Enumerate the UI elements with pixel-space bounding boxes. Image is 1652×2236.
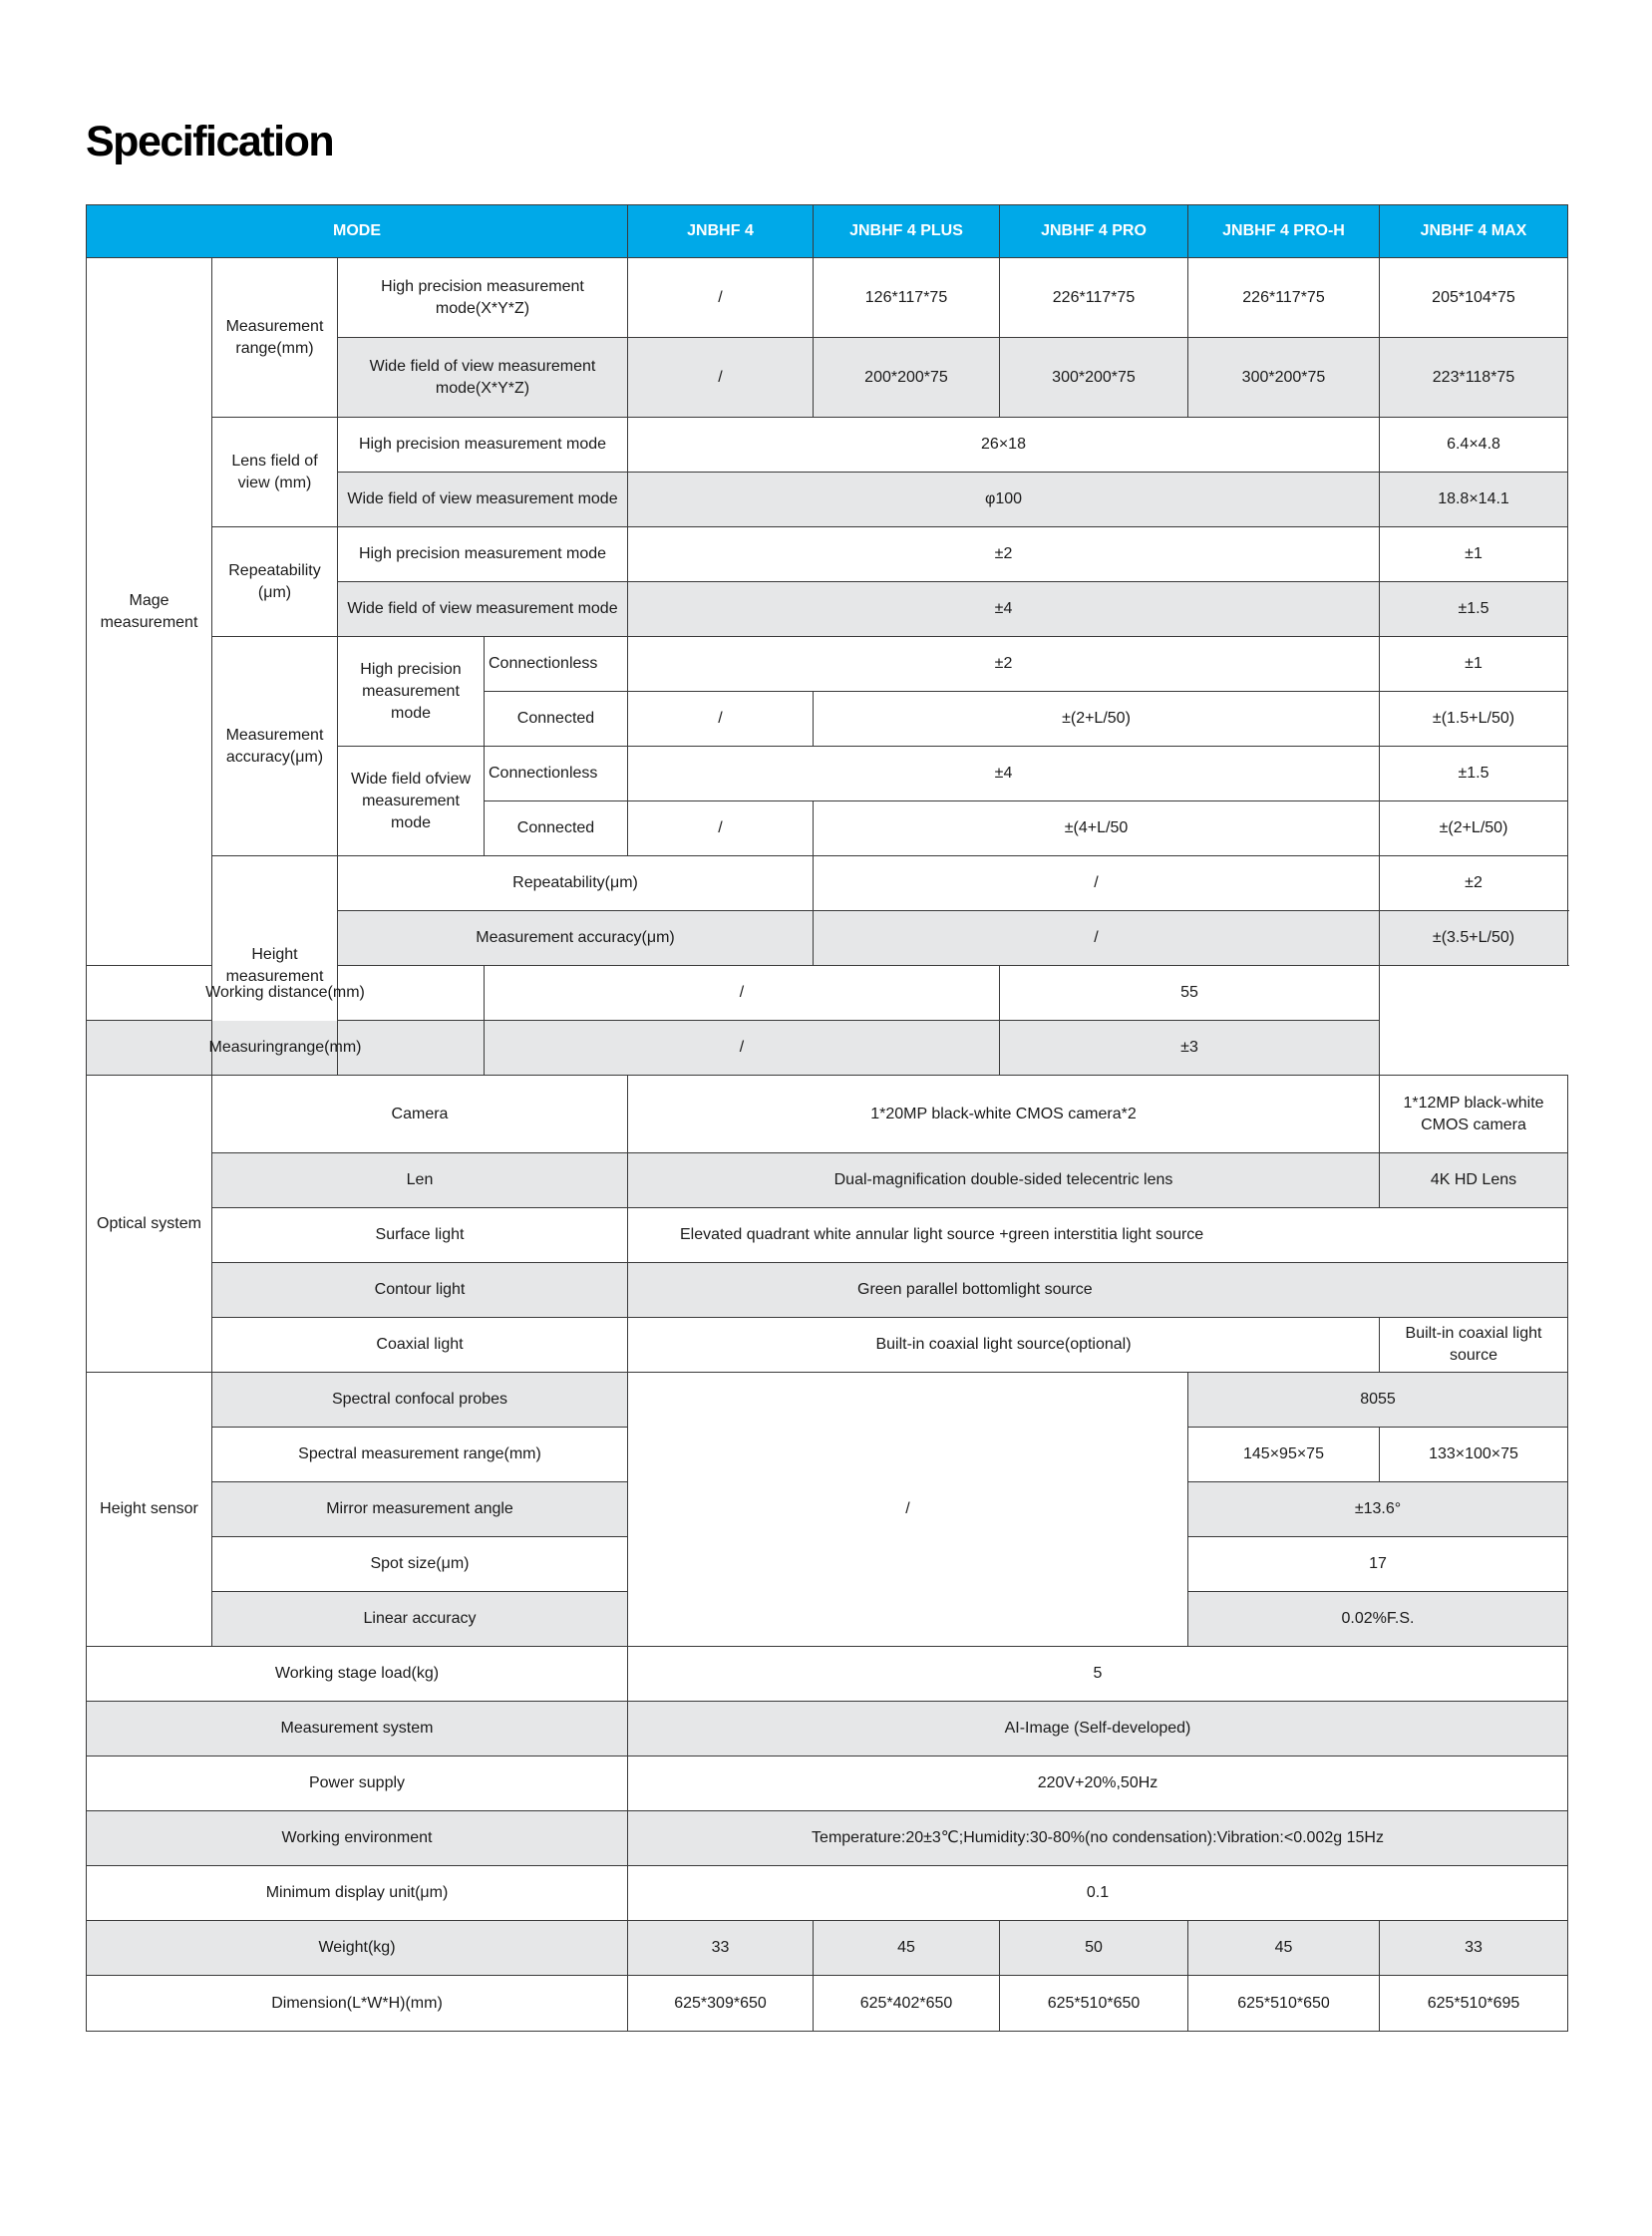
cell: ±13.6° [1188, 1482, 1568, 1537]
group-label: Optical system [87, 1076, 212, 1373]
group-label: Height sensor [87, 1373, 212, 1647]
cell: ±4 [628, 747, 1380, 801]
cell: ±(3.5+L/50) [1380, 911, 1568, 966]
cell: Built-in coaxial light source(optional) [628, 1318, 1380, 1373]
table-row [87, 1153, 1568, 1208]
cell: 26×18 [628, 418, 1380, 473]
table-row [87, 1373, 1568, 1428]
table-row [87, 258, 1568, 338]
row-label: Repeatability(μm) [338, 856, 814, 911]
cell: / [485, 966, 1000, 1021]
row-label: Power supply [87, 1757, 628, 1811]
header-model: JNBHF 4 PRO [1000, 205, 1188, 258]
cell: ±1 [1380, 527, 1568, 582]
row-label: Measuringrange(mm) [87, 1021, 485, 1076]
condition-label: Connectionless [485, 747, 628, 801]
cell: 126*117*75 [814, 258, 1000, 338]
table-row [87, 1263, 1568, 1318]
cell: / [628, 338, 814, 418]
group-label: Height measurement [212, 856, 338, 1076]
row-label: Contour light [212, 1263, 628, 1318]
cell: 625*510*695 [1380, 1976, 1568, 2032]
cell: ±2 [628, 637, 1380, 692]
table-row [87, 1647, 1568, 1702]
cell: 33 [1380, 1921, 1568, 1976]
condition-label: Connectionless [485, 637, 628, 692]
cell: 6.4×4.8 [1380, 418, 1568, 473]
cell: 4K HD Lens [1380, 1153, 1568, 1208]
row-label: Spectral measurement range(mm) [212, 1428, 628, 1482]
table-row [87, 1976, 1568, 2032]
table-row [87, 1757, 1568, 1811]
cell: Built-in coaxial light source [1380, 1318, 1568, 1373]
page-title: Specification [86, 118, 334, 165]
cell: 300*200*75 [1188, 338, 1380, 418]
row-label: Working stage load(kg) [87, 1647, 628, 1702]
row-label: Camera [212, 1076, 628, 1153]
row-label: Spectral confocal probes [212, 1373, 628, 1428]
cell: ±2 [1380, 856, 1568, 911]
cell: / [814, 856, 1380, 911]
cell: ±1 [1380, 637, 1568, 692]
table-row [87, 1208, 1568, 1263]
row-label: Spot size(μm) [212, 1537, 628, 1592]
group-label: Mage measurement [87, 258, 212, 966]
cell: Green parallel bottomlight source [628, 1263, 1568, 1318]
cell: 145×95×75 [1188, 1428, 1380, 1482]
cell: 50 [1000, 1921, 1188, 1976]
spec-table [86, 204, 1568, 2032]
cell: 226*117*75 [1188, 258, 1380, 338]
cell: φ100 [628, 473, 1380, 527]
cell: ±1.5 [1380, 582, 1568, 637]
cell: Elevated quadrant white annular light source +green interstitia light source [628, 1208, 1568, 1263]
cell: ±4 [628, 582, 1380, 637]
row-sublabel: High precision measurement mode(X*Y*Z) [338, 258, 628, 338]
row-sublabel: Wide field ofview measurement mode [338, 747, 485, 856]
cell: 200*200*75 [814, 338, 1000, 418]
table-row [87, 856, 1568, 911]
header-row [87, 205, 1568, 258]
cell: 625*402*650 [814, 1976, 1000, 2032]
row-sublabel: High precision measurement mode [338, 637, 485, 747]
cell: ±(4+L/50 [814, 801, 1380, 856]
cell: AI-Image (Self-developed) [628, 1702, 1568, 1757]
cell: 17 [1188, 1537, 1568, 1592]
row-label: Surface light [212, 1208, 628, 1263]
cell: 1*20MP black-white CMOS camera*2 [628, 1076, 1380, 1153]
row-label: Measurement accuracy(μm) [338, 911, 814, 966]
row-label: Working environment [87, 1811, 628, 1866]
cell: 45 [1188, 1921, 1380, 1976]
cell: ±1.5 [1380, 747, 1568, 801]
row-label: Working distance(mm) [87, 966, 485, 1021]
cell: 205*104*75 [1380, 258, 1568, 338]
cell: / [628, 801, 814, 856]
cell: 220V+20%,50Hz [628, 1757, 1568, 1811]
cell: 625*510*650 [1188, 1976, 1380, 2032]
row-label: Minimum display unit(μm) [87, 1866, 628, 1921]
table-row [87, 418, 1568, 473]
cell: ±(1.5+L/50) [1380, 692, 1568, 747]
cell: 625*510*650 [1000, 1976, 1188, 2032]
table-row [87, 1076, 1568, 1153]
table-row [87, 1702, 1568, 1757]
cell: ±(2+L/50) [814, 692, 1380, 747]
cell: 8055 [1188, 1373, 1568, 1428]
cell: 33 [628, 1921, 814, 1976]
row-label: Linear accuracy [212, 1592, 628, 1647]
table-row [87, 1318, 1568, 1373]
table-row [87, 1921, 1568, 1976]
cell: ±(2+L/50) [1380, 801, 1568, 856]
cell: 0.02%F.S. [1188, 1592, 1568, 1647]
cell: ±3 [1000, 1021, 1380, 1076]
row-sublabel: Wide field of view measurement mode [338, 473, 628, 527]
condition-label: Connected [485, 801, 628, 856]
cell: 45 [814, 1921, 1000, 1976]
row-label: Coaxial light [212, 1318, 628, 1373]
cell: 0.1 [628, 1866, 1568, 1921]
row-label: Len [212, 1153, 628, 1208]
row-label: Measurement system [87, 1702, 628, 1757]
row-label: Measurement range(mm) [212, 258, 338, 418]
row-label: Mirror measurement angle [212, 1482, 628, 1537]
table-row [87, 527, 1568, 582]
table-row [87, 1021, 1568, 1076]
header-model: JNBHF 4 [628, 205, 814, 258]
header-model: JNBHF 4 PLUS [814, 205, 1000, 258]
cell: 300*200*75 [1000, 338, 1188, 418]
cell: / [628, 692, 814, 747]
header-mode: MODE [87, 205, 628, 258]
table-row [87, 1811, 1568, 1866]
cell: 5 [628, 1647, 1568, 1702]
row-label: Measurement accuracy(μm) [212, 637, 338, 856]
cell: / [814, 911, 1380, 966]
row-sublabel: High precision measurement mode [338, 527, 628, 582]
row-label: Repeatability (μm) [212, 527, 338, 637]
cell: 625*309*650 [628, 1976, 814, 2032]
cell: / [628, 258, 814, 338]
cell: 133×100×75 [1380, 1428, 1568, 1482]
table-row [87, 1866, 1568, 1921]
table-row [87, 637, 1568, 692]
cell: 226*117*75 [1000, 258, 1188, 338]
header-model: JNBHF 4 PRO-H [1188, 205, 1380, 258]
row-label: Lens field of view (mm) [212, 418, 338, 527]
cell: / [628, 1373, 1188, 1647]
row-sublabel: Wide field of view measurement mode [338, 582, 628, 637]
row-sublabel: High precision measurement mode [338, 418, 628, 473]
header-model: JNBHF 4 MAX [1380, 205, 1568, 258]
cell: Temperature:20±3℃;Humidity:30-80%(no condensation):Vibration:<0.002g 15Hz [628, 1811, 1568, 1866]
cell: ±2 [628, 527, 1380, 582]
cell: 55 [1000, 966, 1380, 1021]
cell: Dual-magnification double-sided telecentric lens [628, 1153, 1380, 1208]
cell: / [485, 1021, 1000, 1076]
cell: 18.8×14.1 [1380, 473, 1568, 527]
row-sublabel: Wide field of view measurement mode(X*Y*Z) [338, 338, 628, 418]
row-label: Dimension(L*W*H)(mm) [87, 1976, 628, 2032]
cell: 223*118*75 [1380, 338, 1568, 418]
condition-label: Connected [485, 692, 628, 747]
cell: 1*12MP black-white CMOS camera [1380, 1076, 1568, 1153]
row-label: Weight(kg) [87, 1921, 628, 1976]
